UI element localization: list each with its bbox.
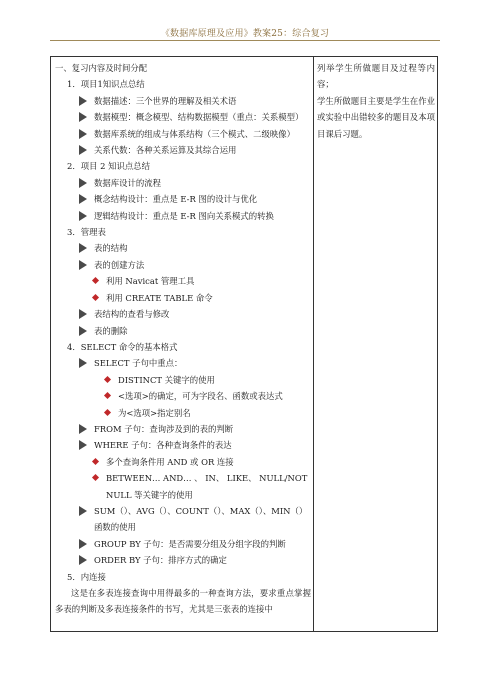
bullet-text: FROM 子句：查询涉及到的表的判断 xyxy=(94,423,234,434)
bullet-item xyxy=(55,240,311,256)
lesson-table xyxy=(50,56,438,632)
bullet-item xyxy=(55,323,311,339)
right-text-2: 学生所做题目主要是学生在作业或实验中出错较多的题目及本项目课后习题。 xyxy=(317,95,435,139)
bullet-item xyxy=(55,93,311,109)
arrow-bullet-icon xyxy=(79,440,87,450)
sub-bullet-item xyxy=(55,388,311,404)
bullet-item xyxy=(55,437,311,453)
bullet-text: 数据描述：三个世界的理解及相关术语 xyxy=(94,95,237,106)
diamond-bullet-icon xyxy=(104,376,111,383)
bullet-text: 表结构的查看与修改 xyxy=(94,309,170,320)
bullet-text: BETWEEN… AND… 、 IN、 LIKE、 NULL/NOT NULL 等关键字的使用 xyxy=(106,473,308,500)
bullet-text: 表的创建方法 xyxy=(94,259,145,270)
bullet-text: 利用 CREATE TABLE 命令 xyxy=(106,292,213,303)
right-text-1: 列举学生所做题目及过程等内容； xyxy=(317,63,435,90)
arrow-bullet-icon xyxy=(79,145,87,155)
sub-bullet-item xyxy=(55,290,311,306)
bullet-text: <选项>的确定，可为字段名、函数或表达式 xyxy=(118,391,283,402)
bullet-text: 数据模型：概念模型、结构数据模型（重点：关系模型） xyxy=(94,112,304,123)
arrow-bullet-icon xyxy=(79,243,87,253)
left-column xyxy=(55,60,311,618)
topic-heading: 5．内连接 xyxy=(67,571,106,582)
arrow-bullet-icon xyxy=(79,555,87,565)
bullet-text: GROUP BY 子句：是否需要分组及分组字段的判断 xyxy=(94,538,286,549)
bullet-item xyxy=(55,421,311,437)
diamond-bullet-icon xyxy=(92,474,99,481)
paragraph: 这是在多表连接查询中用得最多的一种查询方法，要求重点掌握多表的判断及多表连接条件的书写，尤其是三张表的连接中 xyxy=(55,588,311,615)
bullet-item xyxy=(55,536,311,552)
arrow-bullet-icon xyxy=(79,539,87,549)
bullet-text: ORDER BY 子句：排序方式的确定 xyxy=(94,555,227,566)
sub-bullet-item xyxy=(55,454,311,470)
bullet-text: 为<选项>指定别名 xyxy=(118,407,191,418)
bullet-item xyxy=(55,552,311,568)
diamond-bullet-icon xyxy=(92,294,99,301)
arrow-bullet-icon xyxy=(79,326,87,336)
arrow-bullet-icon xyxy=(79,178,87,188)
sub-bullet-item xyxy=(55,405,311,421)
section-heading: 一、复习内容及时间分配 xyxy=(55,63,148,73)
bullet-item xyxy=(55,503,311,536)
bullet-text: 逻辑结构设计：重点是 E-R 图向关系模式的转换 xyxy=(94,210,274,221)
header-rule xyxy=(50,40,440,41)
bullet-text: DISTINCT 关键字的使用 xyxy=(118,374,215,385)
sub-bullet-item xyxy=(55,372,311,388)
arrow-bullet-icon xyxy=(79,358,87,368)
arrow-bullet-icon xyxy=(79,211,87,221)
topic-heading: 2．项目 2 知识点总结 xyxy=(67,161,150,172)
arrow-bullet-icon xyxy=(79,309,87,319)
bullet-text: 表的删除 xyxy=(94,325,128,336)
bullet-text: 概念结构设计：重点是 E-R 图的设计与优化 xyxy=(94,194,258,205)
bullet-item xyxy=(55,126,311,142)
right-column xyxy=(317,60,435,142)
bullet-text: WHERE 子句：各种查询条件的表达 xyxy=(94,440,232,451)
diamond-bullet-icon xyxy=(104,408,111,415)
diamond-bullet-icon xyxy=(104,392,111,399)
bullet-text: SUM（）、AVG（）、COUNT（）、MAX（）、MIN（）函数的使用 xyxy=(94,505,308,533)
bullet-item xyxy=(55,191,311,207)
bullet-text: 关系代数：各种关系运算及其综合运用 xyxy=(94,145,237,156)
bullet-text: 数据库系统的组成与体系结构（三个模式、二级映像） xyxy=(94,128,295,139)
bullet-item xyxy=(55,109,311,125)
arrow-bullet-icon xyxy=(79,506,87,516)
arrow-bullet-icon xyxy=(79,194,87,204)
topic-heading: 4．SELECT 命令的基本格式 xyxy=(67,341,178,352)
bullet-item xyxy=(55,257,311,273)
diamond-bullet-icon xyxy=(92,458,99,465)
bullet-item xyxy=(55,208,311,224)
arrow-bullet-icon xyxy=(79,129,87,139)
topic-heading: 1．项目1知识点总结 xyxy=(67,79,145,90)
bullet-text: 多个查询条件用 AND 或 OR 连接 xyxy=(106,456,234,467)
bullet-item xyxy=(55,142,311,158)
column-divider xyxy=(313,57,314,631)
topic-heading: 3．管理表 xyxy=(67,227,106,238)
sub-bullet-item xyxy=(55,273,311,289)
bullet-text: 利用 Navicat 管理工具 xyxy=(106,276,195,287)
bullet-item xyxy=(55,306,311,322)
bullet-text: 数据库设计的流程 xyxy=(94,177,161,188)
bullet-item xyxy=(55,175,311,191)
diamond-bullet-icon xyxy=(92,277,99,284)
arrow-bullet-icon xyxy=(79,260,87,270)
sub-bullet-item xyxy=(55,470,311,503)
bullet-text: SELECT 子句中重点： xyxy=(94,358,183,369)
arrow-bullet-icon xyxy=(79,424,87,434)
arrow-bullet-icon xyxy=(79,112,87,122)
arrow-bullet-icon xyxy=(79,96,87,106)
bullet-text: 表的结构 xyxy=(94,243,128,254)
header-title: 《数据库原理及应用》教案25：综合复习 xyxy=(160,29,330,39)
bullet-item xyxy=(55,355,311,371)
